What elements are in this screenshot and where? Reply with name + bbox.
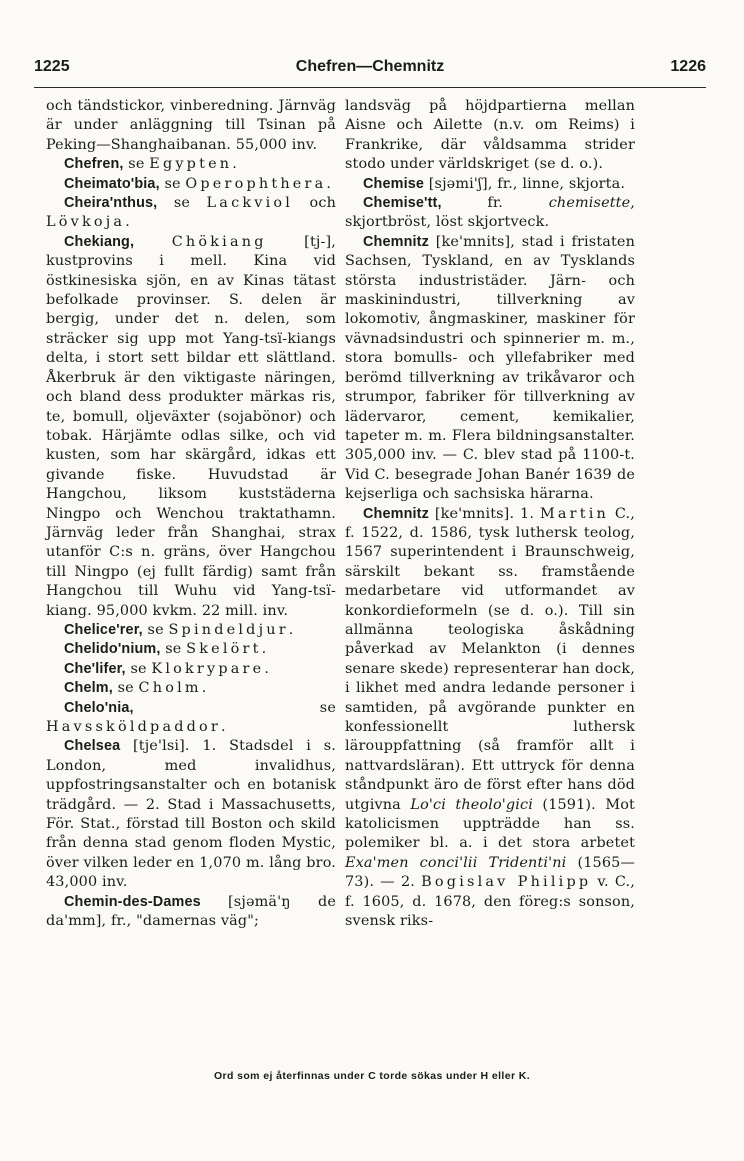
headword: Chelice'rer, xyxy=(64,621,143,638)
cross-reference: Skelört xyxy=(186,641,262,658)
spaced-name: Bogislav Philipp xyxy=(421,874,592,891)
headword: Chemise xyxy=(363,175,425,192)
headword: Chemnitz xyxy=(363,233,429,250)
headword: Chemin-des-Dames xyxy=(64,893,201,910)
headword: Chelo'nia, xyxy=(64,699,134,716)
headword: Chemnitz xyxy=(363,505,429,522)
cross-reference: Cholm xyxy=(138,680,202,697)
spaced-name: Chökiang xyxy=(171,233,267,250)
headword: Chekiang, xyxy=(64,233,135,250)
headword: Chelido'nium, xyxy=(64,641,161,658)
entry-cheimatobia: Cheimato'bia, se Operophthera. xyxy=(64,175,332,192)
headword: Cheimato'bia, xyxy=(64,175,160,192)
cross-reference: Operophthera xyxy=(185,175,327,192)
entry-chemnitz-persons: Chemnitz [ke'mnits]. 1. Martin C., f. 1522, d. 1586, tysk luthersk teolog, 1567 superintendent i Braunschweig, särskilt bekant ss. framstående medarbetare vid utformandet av konkordieformeln (se d. o.). Till sin allmänna teologiska åskådning påverkad av Melankton (i dennes senare skede) representerar han dock, i likhet med andra ledande personer i samtiden, på avgörande punkter en konfessionellt luthersk lärouppfattning (så framför allt i nattvardsläran). Ett uttryck för denna ståndpunkt äro de först efter hans död utgivna Lo'ci theolo'gici (1591). Mot katolicismen uppträdde han ss. polemiker bl. a. i det stora arbetet Exa'men conci'lii Tridenti'ni (1565—73). — 2. Bogislav Philipp v. C., f. 1605, d. 1678, den föreg:s sonson, svensk riks- xyxy=(345,505,635,930)
italic-term: chemisette xyxy=(548,195,631,212)
entry-chelicerer: Chelice'rer, se Spindeldjur. xyxy=(64,621,294,638)
cross-reference: Spindeldjur xyxy=(168,621,289,638)
running-title: Chefren—Chemnitz xyxy=(295,58,445,75)
spaced-name: Martin xyxy=(539,505,610,522)
entry-chelsea: Chelsea [tje'lsi]. 1. Stadsdel i s. London, med invalidhus, uppfostringsanstalter och en botanisk trädgård. — 2. Stad i Massachusetts, För. Stat., förstad till Boston och skild från denna stad genom floden Mystic, över vilken leder en 1,070 m. lång bro. 43,000 inv. xyxy=(46,738,336,891)
entry-chelm: Chelm, se Cholm. xyxy=(64,680,207,697)
headword: Chelsea xyxy=(64,738,121,755)
entry-cheiranthus: Cheira'nthus, se Lackviol och Lövkoja. xyxy=(46,195,336,231)
entry-chemin-des-dames: Chemin-des-Dames [sjəmä'ŋ de da'mm], fr., "damernas väg"; xyxy=(46,893,336,930)
cross-reference: Havssköldpaddor xyxy=(46,719,221,735)
headword: Cheira'nthus, xyxy=(64,195,158,212)
page-number-left: 1225 xyxy=(34,58,70,75)
entry-continuation: landsväg på höjdpartierna mellan Aisne och Ailette (n.v. om Reims) i Frankrike, där våldsamma strider stodo under världskriget (se d. o.). xyxy=(345,98,635,173)
entry-chelonia: Chelo'nia, se Havssköldpaddor. xyxy=(46,699,336,735)
header-rule xyxy=(34,87,706,88)
italic-title: Exa'men conci'lii Tridenti'ni xyxy=(345,854,567,871)
entry-chekiang: Chekiang, Chökiang [tj-], kustprovins i mell. Kina vid östkinesiska sjön, en av Kinas tätast befolkade provinser. S. delen är bergig, under det n. delen, som sträcker sig upp mot Yang-tsï-kiangs delta, i stort sett bildar ett slättland. Åkerbruk är den viktigaste näringen, och bland dess produkter märkas ris, te, bomull, oljeväxter (sojabönor) och tobak. Härjämte odlas silke, och vid kusten, som har skärgård, idkas ett givande fiske. Huvudstad är Hangchou, liksom kuststäderna Ningpo och Wenchou traktathamn. Järnväg leder från Shanghai, strax utanför C:s n. gräns, över Hangchou till Ningpo (ej fullt färdig) samt från Hangchou till Wuhu vid Yang-tsï-kiang. 95,000 kvkm. 22 mill. inv. xyxy=(46,233,336,619)
right-column xyxy=(345,97,635,931)
headword: Chefren, xyxy=(64,156,124,173)
headword: Che'lifer, xyxy=(64,660,126,677)
cross-reference: Klokrypare xyxy=(151,660,265,677)
entry-continuation: och tändstickor, vinberedning. Järnväg är under anläggning till Tsinan på Peking—Shanghaibanan. 55,000 inv. xyxy=(46,98,336,153)
entry-chefren: Chefren, se Egypten. xyxy=(64,156,237,173)
entry-chemisett: Chemise'tt, fr. chemisette, skjortbröst, löst skjortveck. xyxy=(345,195,635,231)
cross-reference: Lackviol xyxy=(206,195,294,212)
headword: Chelm, xyxy=(64,680,113,697)
page-header xyxy=(34,58,706,84)
cross-reference: Egypten xyxy=(149,156,233,173)
page-number-right: 1226 xyxy=(670,58,706,75)
cross-reference: Lövkoja xyxy=(46,214,126,231)
italic-title: Lo'ci theolo'gici xyxy=(410,796,533,813)
entry-chelifer: Che'lifer, se Klokrypare. xyxy=(64,660,270,677)
page-footer: Ord som ej återfinnas under C torde sökas under H eller K. xyxy=(213,1070,531,1082)
left-column xyxy=(46,97,336,931)
headword: Chemise'tt, xyxy=(363,195,442,212)
entry-chelidonium: Chelido'nium, se Skelört. xyxy=(64,641,267,658)
entry-chemnitz-city: Chemnitz [ke'mnits], stad i fristaten Sachsen, Tyskland, en av Tysklands största industristäder. Järn- och maskinindustri, tillverkning av lokomotiv, ångmaskiner, maskiner för vävnadsindustri och spinnerier m. m., stora bomulls- och yllefabriker med berömd tillverkning av trikåvaror och strumpor, fabriker för tillverkning av lädervaror, cement, kemikalier, tapeter m. m. Flera bildningsanstalter. 305,000 inv. — C. blev stad på 1100-t. Vid C. besegrade Johan Banér 1639 de kejserliga och sachsiska härarna. xyxy=(345,233,635,503)
entry-chemise: Chemise [sjəmi'ʃ], fr., linne, skjorta. xyxy=(363,175,626,192)
